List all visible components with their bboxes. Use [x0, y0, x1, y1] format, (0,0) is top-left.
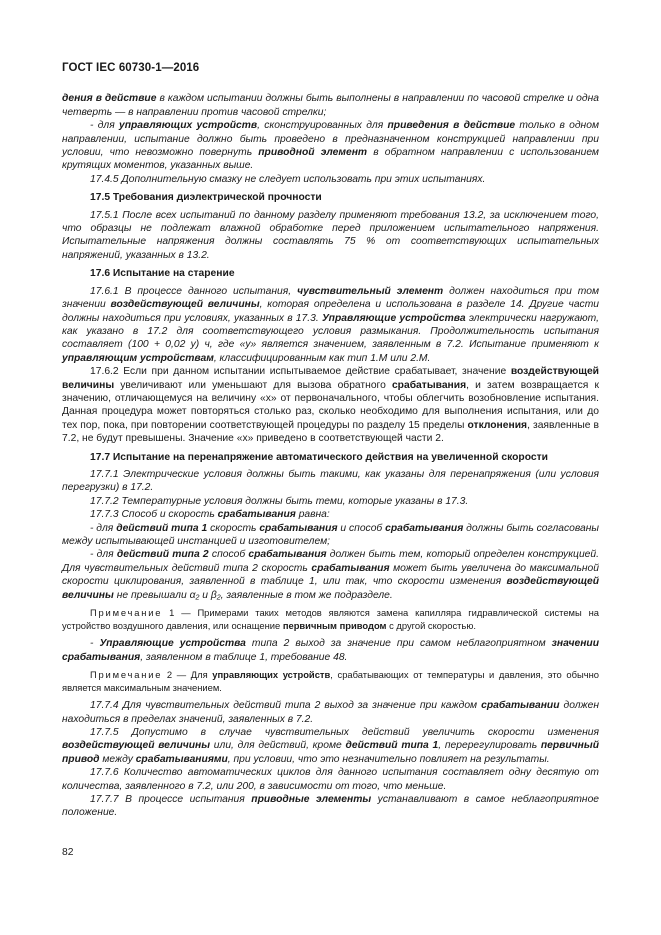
text-run: 17.7.4 Для чувствительных действий типа 2 выход за значение при каждом — [90, 700, 482, 712]
emphasis-term: приводной элемент — [258, 147, 368, 159]
text-run: 17.7.6 Количество автоматических циклов для данного испытания составляет одну десятую от количества, заявленного в 7.2, или 200, в зависимости от того, что меньше. — [62, 767, 599, 792]
paragraph — [62, 793, 599, 820]
text-run: 1 — Примерами таких методов являются замена капилляра гидравлической системы на устройство воздушного давления, или оснащение — [62, 607, 599, 631]
text-run: , заявленном в таблице 1, требование 48. — [140, 651, 348, 663]
text-run: между — [99, 753, 136, 765]
text-run: , классифицированным как тип 1.М или 2.М. — [213, 352, 431, 364]
text-run: увеличивают или уменьшают для вызова обратного — [114, 379, 392, 391]
text-run: или, для действий, кроме — [210, 740, 346, 752]
text-run: должен находиться при том значении — [62, 285, 599, 311]
text-run: только в одном направлении, испытание должно быть проведено в предназначенном конструкцией направлении при условии, что невозможно повернуть — [62, 120, 599, 159]
text-run: - для — [90, 549, 117, 561]
emphasis-term: отклонения — [467, 419, 528, 431]
text-run: устанавливают в самое неблагоприятное положение. — [62, 794, 600, 819]
text-run: 17.7.2 Температурные условия должны быть теми, которые указаны в 17.3. — [90, 495, 469, 507]
text-run: - для — [90, 120, 119, 132]
paragraph — [62, 726, 599, 766]
emphasis-term: воздействующей величины — [62, 366, 599, 391]
text-run: , перерегулировать — [438, 740, 541, 752]
emphasis-term: срабатываниями — [135, 753, 228, 765]
section-heading — [62, 191, 599, 204]
text-run: 17.7.5 Допустимо в случае чувствительных действий увеличить скорости изменения — [90, 727, 599, 739]
paragraph — [62, 173, 599, 186]
text-run: - для — [90, 522, 117, 534]
text-run: должны быть согласованы между испытывающей инстанцией и изготовителем; — [62, 522, 599, 547]
paragraph — [62, 699, 599, 726]
text-run: электрически нагружают, как указано в 17.2 для соответствующего условия размыкания. Продолжительность испытания составляет (100 + 0,02 y) ч, где «y» является значением, заявленным в 7.2. Испытание применяют к — [62, 312, 599, 351]
text-run: , при условии, что это незначительно повлияет на результаты. — [227, 753, 550, 765]
section-heading — [62, 267, 599, 280]
emphasis-term: приводные элементы — [251, 794, 372, 806]
emphasis-term: приведения в действие — [387, 120, 516, 132]
text-run: , и затем возвращается к значению, отличающемуся на величину «x» от первоначального, чтобы облегчить возобновление испытания. Данная процедура может повторяться столько раз, сколько необходимо для выполнения испытания, или до тех пор, пока, при повторении соответствующей процедуры по разделу 15 пределы — [62, 379, 599, 431]
text-run: - — [90, 638, 100, 650]
text-run: способ — [208, 549, 249, 561]
text-run: 2 — Для — [162, 669, 213, 681]
text-run: скорость — [207, 522, 260, 534]
text-run: может быть увеличена до максимальной скорости циклирования, заявленной в таблице 1, или так, что скорости изменения — [62, 562, 599, 588]
paragraph — [62, 209, 599, 263]
text-run: 17.6.1 В процессе данного испытания, — [90, 285, 298, 297]
text-run: и способ — [337, 522, 386, 534]
emphasis-term: срабатывания — [311, 562, 390, 574]
emphasis-term: срабатывания — [259, 522, 338, 534]
text-run: 17.6.2 Если при данном испытании испытываемое действие срабатывает, значение — [90, 366, 511, 378]
emphasis-term: управляющих устройств — [212, 669, 331, 681]
emphasis-term: воздействующей величины — [62, 576, 599, 601]
paragraph — [62, 119, 599, 173]
text-run: , которая определена и использована в разделе 14. Другие части должны находиться при условиях, указанных в 17.3. — [62, 299, 600, 324]
emphasis-term: Управляющие устройства — [321, 312, 466, 324]
section-heading — [62, 451, 599, 464]
document-body — [62, 92, 599, 819]
text-run: 17.7.3 Способ и скорость — [90, 509, 218, 521]
text-run: в обратном направлении с использованием крутящих моментов, указанных выше. — [62, 147, 599, 172]
paragraph — [62, 508, 599, 521]
emphasis-term: действий типа 1 — [116, 522, 208, 534]
emphasis-term: первичный привод — [62, 740, 599, 765]
emphasis-term: Управляющие устройства — [99, 638, 246, 650]
emphasis-term: срабатывании — [481, 700, 560, 712]
paragraph — [62, 522, 599, 549]
paragraph — [62, 495, 599, 508]
paragraph — [62, 92, 599, 119]
emphasis-term: значении срабатывания — [62, 638, 599, 663]
paragraph — [62, 285, 599, 365]
text-run: 17.7.1 Электрические условия должны быть такими, как указаны для перенапряжения (или условия перегрузки) в 17.2. — [62, 468, 599, 494]
text-run: 17.7 Испытание на перенапряжение автоматического действия на увеличенной скорости — [90, 451, 548, 463]
emphasis-term: управляющим устройствам — [62, 352, 214, 364]
paragraph — [62, 548, 599, 602]
emphasis-term: чувствительный элемент — [297, 285, 444, 297]
text-run: 17.5 Требования диэлектрической прочности — [90, 192, 322, 204]
text-run: 17.6 Испытание на старение — [90, 268, 235, 280]
emphasis-term: первичным приводом — [282, 619, 387, 631]
page-number: 82 — [62, 847, 74, 858]
note-paragraph — [62, 607, 599, 632]
emphasis-term: срабатывания — [385, 522, 464, 534]
emphasis-term: действий типа 1 — [345, 740, 439, 752]
text-run: Примечание — [90, 607, 163, 619]
text-run: , заявленные в 7.2, не будут превышены. Значение «x» приведено в соответствующей части 2. — [62, 419, 599, 445]
paragraph — [62, 637, 599, 664]
paragraph — [62, 766, 599, 793]
emphasis-term: дения в действие — [62, 93, 157, 105]
paragraph — [62, 365, 599, 445]
emphasis-term: срабатывания — [248, 549, 327, 561]
text-run: , срабатывающих от температуры и давления, это обычно является максимальным значением. — [62, 669, 599, 693]
text-run: с другой скоростью. — [386, 619, 476, 631]
text-run: 17.4.5 Дополнительную смазку не следует использовать при этих испытаниях. — [90, 173, 486, 185]
emphasis-term: воздействующей величины — [110, 299, 260, 311]
text-run: должен быть тем, который определен конструкцией. Для чувствительных действий типа 2 скорость — [62, 549, 599, 574]
text-run: должен находиться в пределах значений, заявленных в 7.2. — [62, 700, 599, 725]
text-run: в каждом испытании должны быть выполнены в направлении по часовой стрелке и одна четверть — в направлении против часовой стрелки; — [62, 93, 599, 118]
text-run: , сконструированных для — [257, 120, 388, 132]
emphasis-term: срабатывания — [217, 509, 296, 521]
text-run: типа 2 выход за значение при самом неблагоприятном — [245, 638, 552, 650]
document-header: ГОСТ IEC 60730-1—2016 — [62, 62, 200, 74]
emphasis-term: срабатывания — [391, 379, 467, 391]
note-paragraph — [62, 669, 599, 694]
emphasis-term: воздействующей величины — [62, 740, 211, 752]
paragraph — [62, 468, 599, 495]
emphasis-term: действий типа 2 — [116, 549, 209, 561]
emphasis-term: управляющих устройств — [119, 120, 258, 132]
text-run: 17.5.1 После всех испытаний по данному разделу применяют требования 13.2, за исключением того, что образцы не подлежат влажной обработке перед приложением испытательного напряжения. Испытательные напряжения должны составлять 75 % от соответствующих испытательных напряжений, указанных в 13.2. — [62, 209, 599, 261]
text-run: Примечание — [90, 669, 163, 681]
text-run: не превышали α₂ и β₂, заявленные в том же подразделе. — [113, 589, 393, 601]
text-run: равна: — [295, 509, 330, 521]
text-run: 17.7.7 В процессе испытания — [90, 794, 252, 806]
